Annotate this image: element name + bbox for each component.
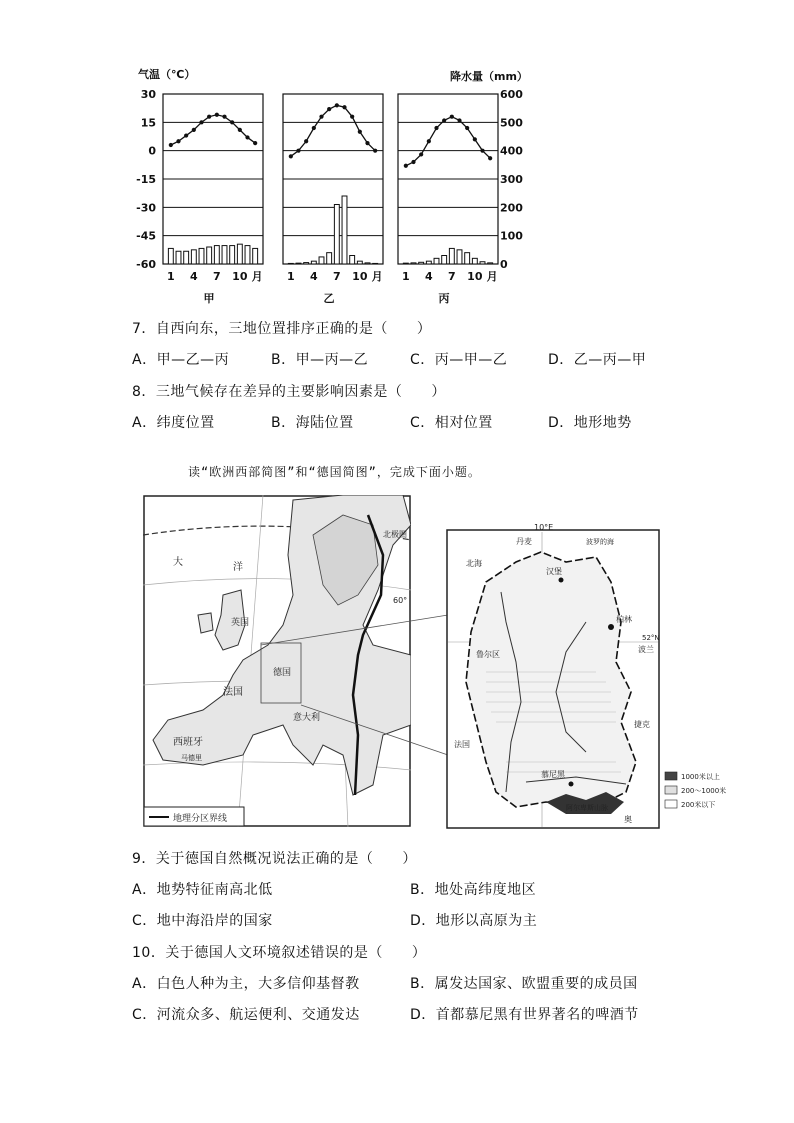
temp-line bbox=[406, 117, 490, 166]
precip-bar bbox=[472, 258, 477, 264]
temp-tick-label: 15 bbox=[140, 116, 156, 130]
germany-label-berlin: 柏林 bbox=[616, 615, 632, 624]
temp-point bbox=[169, 143, 173, 147]
precip-bar bbox=[253, 248, 258, 264]
month-unit: 月 bbox=[251, 270, 263, 283]
precip-bar bbox=[457, 250, 462, 264]
germany-label-denmark: 丹麦 bbox=[516, 537, 532, 546]
precip-bar bbox=[176, 251, 181, 264]
temp-point bbox=[215, 113, 219, 117]
europe-label-arctic: 北极圈 bbox=[383, 530, 407, 539]
temp-point bbox=[404, 164, 408, 168]
precip-bar bbox=[426, 261, 431, 264]
temp-point bbox=[319, 115, 323, 119]
precip-bar bbox=[334, 205, 339, 265]
temp-point bbox=[304, 139, 308, 143]
month-tick: 7 bbox=[333, 270, 341, 283]
temp-point bbox=[207, 115, 211, 119]
q7-option-a[interactable]: A．甲—乙—丙 bbox=[132, 352, 230, 368]
q9-option-a[interactable]: A．地势特征南高北低 bbox=[132, 882, 273, 898]
temp-point bbox=[480, 149, 484, 153]
temp-point bbox=[230, 120, 234, 124]
germany-label-hamburg: 汉堡 bbox=[546, 567, 562, 576]
q10-option-b[interactable]: B．属发达国家、欧盟重要的成员国 bbox=[410, 976, 638, 992]
month-tick: 7 bbox=[213, 270, 221, 283]
temp-point bbox=[342, 105, 346, 109]
temp-point bbox=[457, 118, 461, 122]
precip-bar bbox=[207, 247, 212, 264]
europe-label-60: 60° bbox=[393, 596, 408, 605]
precip-bar bbox=[230, 246, 235, 264]
q7-option-b[interactable]: B．甲—丙—乙 bbox=[271, 352, 369, 368]
temp-tick-label: -15 bbox=[136, 173, 156, 186]
legend-mid: 200～1000米 bbox=[681, 787, 727, 795]
temp-point bbox=[450, 115, 454, 119]
month-unit: 月 bbox=[371, 270, 383, 283]
panel-name: 丙 bbox=[438, 292, 450, 305]
q9-option-b[interactable]: B．地处高纬度地区 bbox=[410, 882, 537, 898]
month-tick: 1 bbox=[287, 270, 295, 283]
month-tick: 4 bbox=[310, 270, 318, 283]
germany-meridian: 10°E bbox=[534, 523, 554, 532]
climate-panels bbox=[163, 94, 498, 305]
temp-point bbox=[411, 160, 415, 164]
precip-bar bbox=[327, 253, 332, 264]
precip-tick-label: 300 bbox=[500, 173, 523, 186]
precip-bar bbox=[342, 196, 347, 264]
precip-bar bbox=[245, 246, 250, 264]
germany-label-czech: 捷克 bbox=[634, 720, 650, 729]
germany-label-france: 法国 bbox=[454, 740, 470, 749]
temp-point bbox=[192, 128, 196, 132]
europe-label-italy: 意大利 bbox=[293, 713, 321, 723]
temp-point bbox=[434, 126, 438, 130]
panel-name: 甲 bbox=[203, 292, 215, 305]
germany-parallel: 52°N bbox=[642, 634, 660, 642]
temp-point bbox=[312, 126, 316, 130]
month-tick: 7 bbox=[448, 270, 456, 283]
germany-elevation-legend bbox=[663, 770, 743, 812]
precip-tick-label: 400 bbox=[500, 144, 523, 158]
precip-bar bbox=[373, 263, 378, 264]
precip-bar bbox=[350, 256, 355, 265]
temp-point bbox=[289, 154, 293, 158]
europe-label-ocean-1: 大 bbox=[173, 557, 183, 568]
question-9: 9．关于德国自然概况说法正确的是（ ） bbox=[132, 851, 417, 867]
precip-bar bbox=[304, 263, 309, 264]
temp-point bbox=[427, 139, 431, 143]
precip-bar bbox=[419, 262, 424, 264]
precip-bar bbox=[403, 263, 408, 264]
germany-label-ruhr: 鲁尔区 bbox=[476, 650, 500, 659]
q7-option-d[interactable]: D．乙—丙—甲 bbox=[548, 352, 647, 368]
europe-label-germany: 德国 bbox=[273, 668, 292, 678]
q9-option-c[interactable]: C．地中海沿岸的国家 bbox=[132, 913, 273, 929]
temp-line bbox=[291, 105, 375, 156]
precip-tick-label: 500 bbox=[500, 116, 523, 130]
climate-panel-2 bbox=[283, 94, 383, 305]
q10-option-a[interactable]: A．白色人种为主，大多信仰基督教 bbox=[132, 976, 360, 992]
germany-label-austria: 奥 bbox=[624, 815, 632, 824]
question-7: 7．自西向东，三地位置排序正确的是（ ） bbox=[132, 321, 432, 337]
climate-panel-3 bbox=[398, 94, 498, 305]
precip-bar bbox=[442, 256, 447, 265]
temp-tick-label: -60 bbox=[136, 258, 156, 271]
precip-bar bbox=[199, 248, 204, 264]
q8-option-d[interactable]: D．地形地势 bbox=[548, 415, 632, 431]
question-10: 10．关于德国人文环境叙述错误的是（ ） bbox=[132, 945, 427, 961]
precip-bar bbox=[365, 263, 370, 264]
precip-bar bbox=[311, 261, 316, 264]
temp-point bbox=[184, 133, 188, 137]
temp-point bbox=[199, 120, 203, 124]
month-tick: 4 bbox=[425, 270, 433, 283]
precip-bar bbox=[449, 248, 454, 264]
map-connector-lines bbox=[260, 610, 450, 760]
panel-name: 乙 bbox=[323, 292, 335, 305]
reading-intro: 读“欧洲西部简图”和“德国简图”，完成下面小题。 bbox=[188, 465, 481, 479]
precip-axis-label: 降水量（mm） bbox=[450, 70, 528, 83]
temp-point bbox=[358, 130, 362, 134]
temp-point bbox=[238, 128, 242, 132]
germany-map bbox=[446, 522, 662, 830]
precip-bar bbox=[465, 253, 470, 264]
temp-axis-label: 气温（℃） bbox=[138, 68, 196, 81]
germany-label-baltic: 波罗的海 bbox=[586, 538, 614, 546]
precip-bar bbox=[480, 262, 485, 264]
germany-label-north-sea: 北海 bbox=[466, 559, 482, 568]
precip-bar bbox=[296, 263, 301, 264]
precip-bar bbox=[288, 263, 293, 264]
temp-point bbox=[222, 115, 226, 119]
legend-low: 200米以下 bbox=[681, 801, 716, 809]
precip-bar bbox=[184, 251, 189, 264]
temp-tick-label: -45 bbox=[136, 229, 156, 243]
precip-axis-ticks bbox=[500, 88, 523, 271]
temp-point bbox=[350, 115, 354, 119]
precip-bar bbox=[222, 246, 227, 264]
climate-panel-1 bbox=[163, 94, 263, 305]
month-tick: 1 bbox=[167, 270, 175, 283]
question-8: 8．三地气候存在差异的主要影响因素是（ ） bbox=[132, 384, 446, 400]
precip-bar bbox=[434, 258, 439, 264]
temp-point bbox=[442, 118, 446, 122]
temp-point bbox=[296, 149, 300, 153]
precip-bar bbox=[237, 244, 242, 264]
temp-point bbox=[335, 103, 339, 107]
temp-point bbox=[176, 139, 180, 143]
precip-bar bbox=[411, 263, 416, 264]
month-tick: 10 bbox=[352, 270, 368, 283]
month-tick: 10 bbox=[467, 270, 483, 283]
q8-option-c[interactable]: C．相对位置 bbox=[410, 415, 493, 431]
europe-label-france: 法国 bbox=[223, 687, 243, 698]
temp-point bbox=[365, 141, 369, 145]
europe-legend-label: 地理分区界线 bbox=[173, 814, 228, 824]
precip-bar bbox=[488, 263, 493, 264]
temp-tick-label: 0 bbox=[148, 144, 156, 158]
month-unit: 月 bbox=[486, 270, 498, 283]
temp-point bbox=[473, 137, 477, 141]
germany-label-poland: 波兰 bbox=[638, 645, 654, 654]
precip-bar bbox=[319, 257, 324, 264]
temp-tick-label: 30 bbox=[140, 88, 156, 101]
climate-charts bbox=[0, 0, 794, 310]
temp-axis-ticks bbox=[136, 88, 156, 271]
europe-label-spain: 西班牙 bbox=[173, 737, 203, 748]
germany-label-munich: 慕尼黑 bbox=[541, 770, 565, 779]
temp-point bbox=[419, 152, 423, 156]
precip-bar bbox=[214, 246, 219, 264]
temp-tick-label: -30 bbox=[136, 201, 156, 215]
month-tick: 10 bbox=[232, 270, 248, 283]
q10-option-c[interactable]: C．河流众多、航运便利、交通发达 bbox=[132, 1007, 360, 1023]
temp-point bbox=[373, 149, 377, 153]
temp-point bbox=[488, 156, 492, 160]
temp-point bbox=[253, 141, 257, 145]
temp-point bbox=[245, 135, 249, 139]
temp-line bbox=[171, 115, 255, 145]
germany-label-alps: 阿尔卑斯山脉 bbox=[566, 804, 608, 812]
precip-bar bbox=[168, 248, 173, 264]
q8-option-a[interactable]: A．纬度位置 bbox=[132, 415, 215, 431]
precip-bar bbox=[191, 250, 196, 264]
month-tick: 4 bbox=[190, 270, 198, 283]
q8-option-b[interactable]: B．海陆位置 bbox=[271, 415, 354, 431]
precip-tick-label: 600 bbox=[500, 88, 523, 101]
europe-label-uk: 英国 bbox=[231, 618, 250, 628]
q7-option-c[interactable]: C．丙—甲—乙 bbox=[410, 352, 508, 368]
temp-point bbox=[327, 107, 331, 111]
europe-label-madrid: 马德里 bbox=[181, 754, 202, 762]
month-tick: 1 bbox=[402, 270, 410, 283]
precip-tick-label: 200 bbox=[500, 201, 523, 215]
precip-bar bbox=[357, 261, 362, 264]
legend-high: 1000米以上 bbox=[681, 773, 720, 781]
q10-option-d[interactable]: D．首都慕尼黑有世界著名的啤酒节 bbox=[410, 1007, 639, 1023]
precip-tick-label: 0 bbox=[500, 258, 508, 271]
temp-point bbox=[465, 126, 469, 130]
q9-option-d[interactable]: D．地形以高原为主 bbox=[410, 913, 538, 929]
precip-tick-label: 100 bbox=[500, 229, 523, 243]
europe-label-ocean-2: 洋 bbox=[233, 562, 243, 573]
